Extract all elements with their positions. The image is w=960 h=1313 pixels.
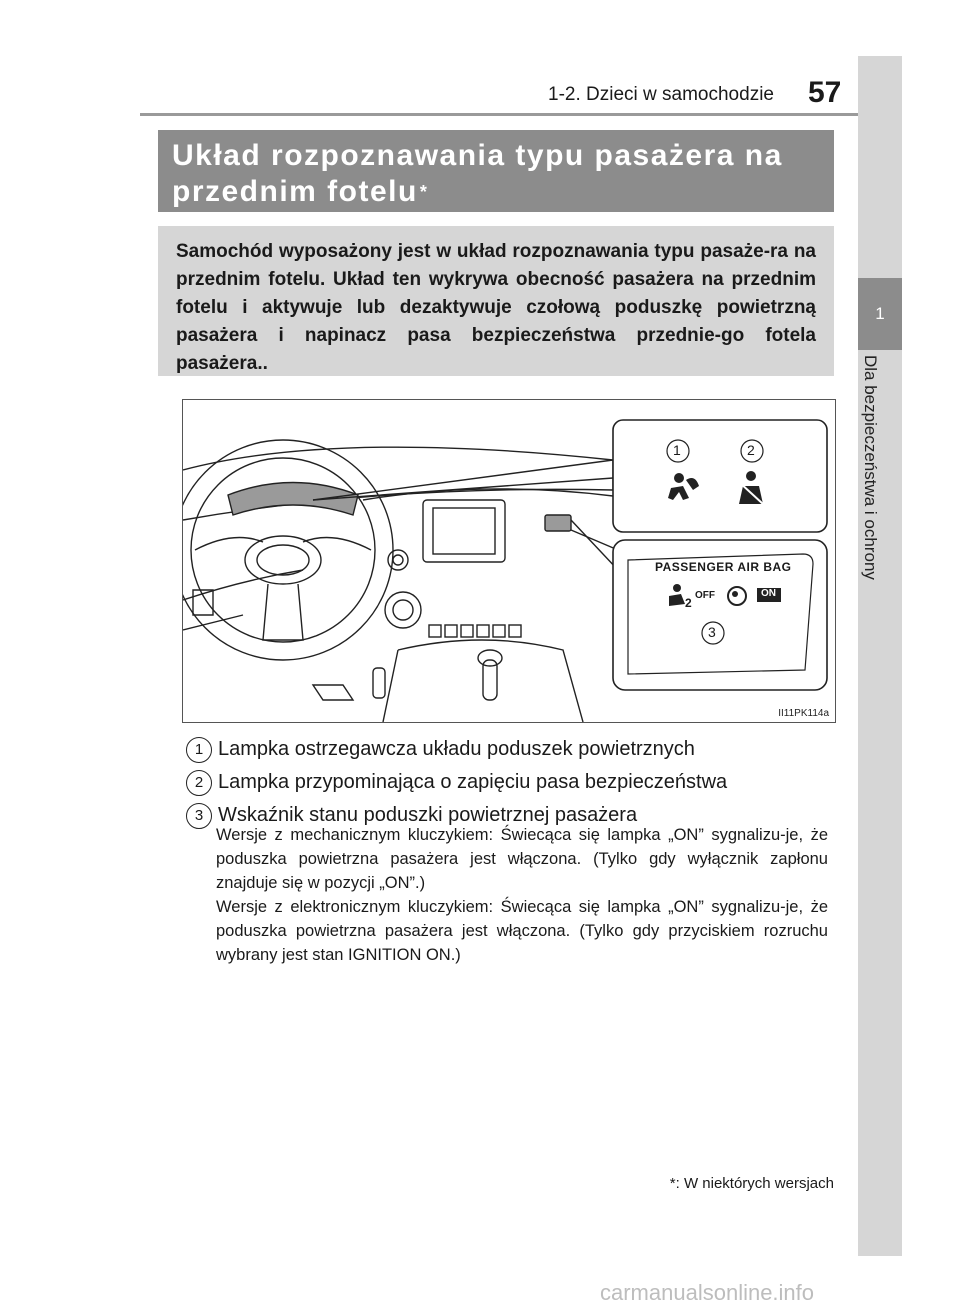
legend-text: Lampka ostrzegawcza układu poduszek powietrznych xyxy=(218,738,695,760)
callout-number-1: 1 xyxy=(673,442,681,458)
intro-box xyxy=(158,226,834,376)
description-paragraph: Wersje z mechanicznym kluczykiem: Świecąca się lampka „ON” sygnalizu-je, że poduszka powietrzna pasażera jest włączona. (Tylko gdy wyłącznik zapłonu znajduje się w pozycji „ON”.) xyxy=(216,826,828,892)
footnote xyxy=(618,1175,834,1192)
callout-number-3: 3 xyxy=(708,624,716,640)
section-title: 1-2. Dzieci w samochodzie xyxy=(548,84,774,105)
legend-number: 2 xyxy=(186,770,212,796)
figure-code: II11PK114a xyxy=(778,708,829,719)
heading-asterisk: * xyxy=(419,182,429,202)
section-heading xyxy=(158,130,834,212)
footnote-text: : W niektórych wersjach xyxy=(675,1175,834,1192)
heading-text: Układ rozpoznawania typu pasażera na przednim fotelu xyxy=(172,139,783,208)
legend-number: 1 xyxy=(186,737,212,763)
footnote-mark: * xyxy=(669,1175,676,1192)
heading-text-block xyxy=(172,138,832,210)
description-paragraph: Wersje z elektronicznym kluczykiem: Świecąca się lampka „ON” sygnalizu-je, że poduszka powietrzna pasażera jest włączona. (Tylko gdy przyciskiem rozruchu wybrany jest stan IGNITION ON.) xyxy=(216,898,828,964)
legend-item xyxy=(186,735,836,768)
chapter-tab-strip xyxy=(858,56,902,1256)
intro-text: Samochód wyposażony jest w układ rozpoznawania typu pasaże-ra na przednim fotelu. Układ ten wykrywa obecność pasażera na przednim fotelu i aktywuje lub dezaktywuje czołową poduszkę powietrzną pasażera i napinacz pasa bezpieczeństwa przednie-go fotela pasażera.. xyxy=(176,241,816,374)
chapter-tab-number: 1 xyxy=(858,278,902,350)
chapter-tab-label-text: Dla bezpieczeństwa i ochrony xyxy=(861,355,880,580)
legend-text: Wskaźnik stanu poduszki powietrznej pasażera xyxy=(218,804,638,826)
page-number: 57 xyxy=(808,76,842,109)
airbag-off-label: OFF xyxy=(695,590,715,601)
header-rule xyxy=(140,113,858,116)
callout-number-2: 2 xyxy=(747,442,755,458)
page-header xyxy=(0,0,960,120)
watermark: carmanualsonline.info xyxy=(600,1280,815,1305)
airbag-on-label: ON xyxy=(761,588,776,599)
legend-item xyxy=(186,768,836,801)
legend-number: 3 xyxy=(186,803,212,829)
legend-text: Lampka przypominająca o zapięciu pasa bezpieczeństwa xyxy=(218,771,728,793)
figure-legend xyxy=(186,735,836,834)
passenger-airbag-label: PASSENGER AIR BAG xyxy=(655,560,792,574)
dashboard-illustration xyxy=(182,399,836,723)
airbag-off-subscript: 2 xyxy=(685,596,692,610)
indicator-description xyxy=(216,823,828,967)
